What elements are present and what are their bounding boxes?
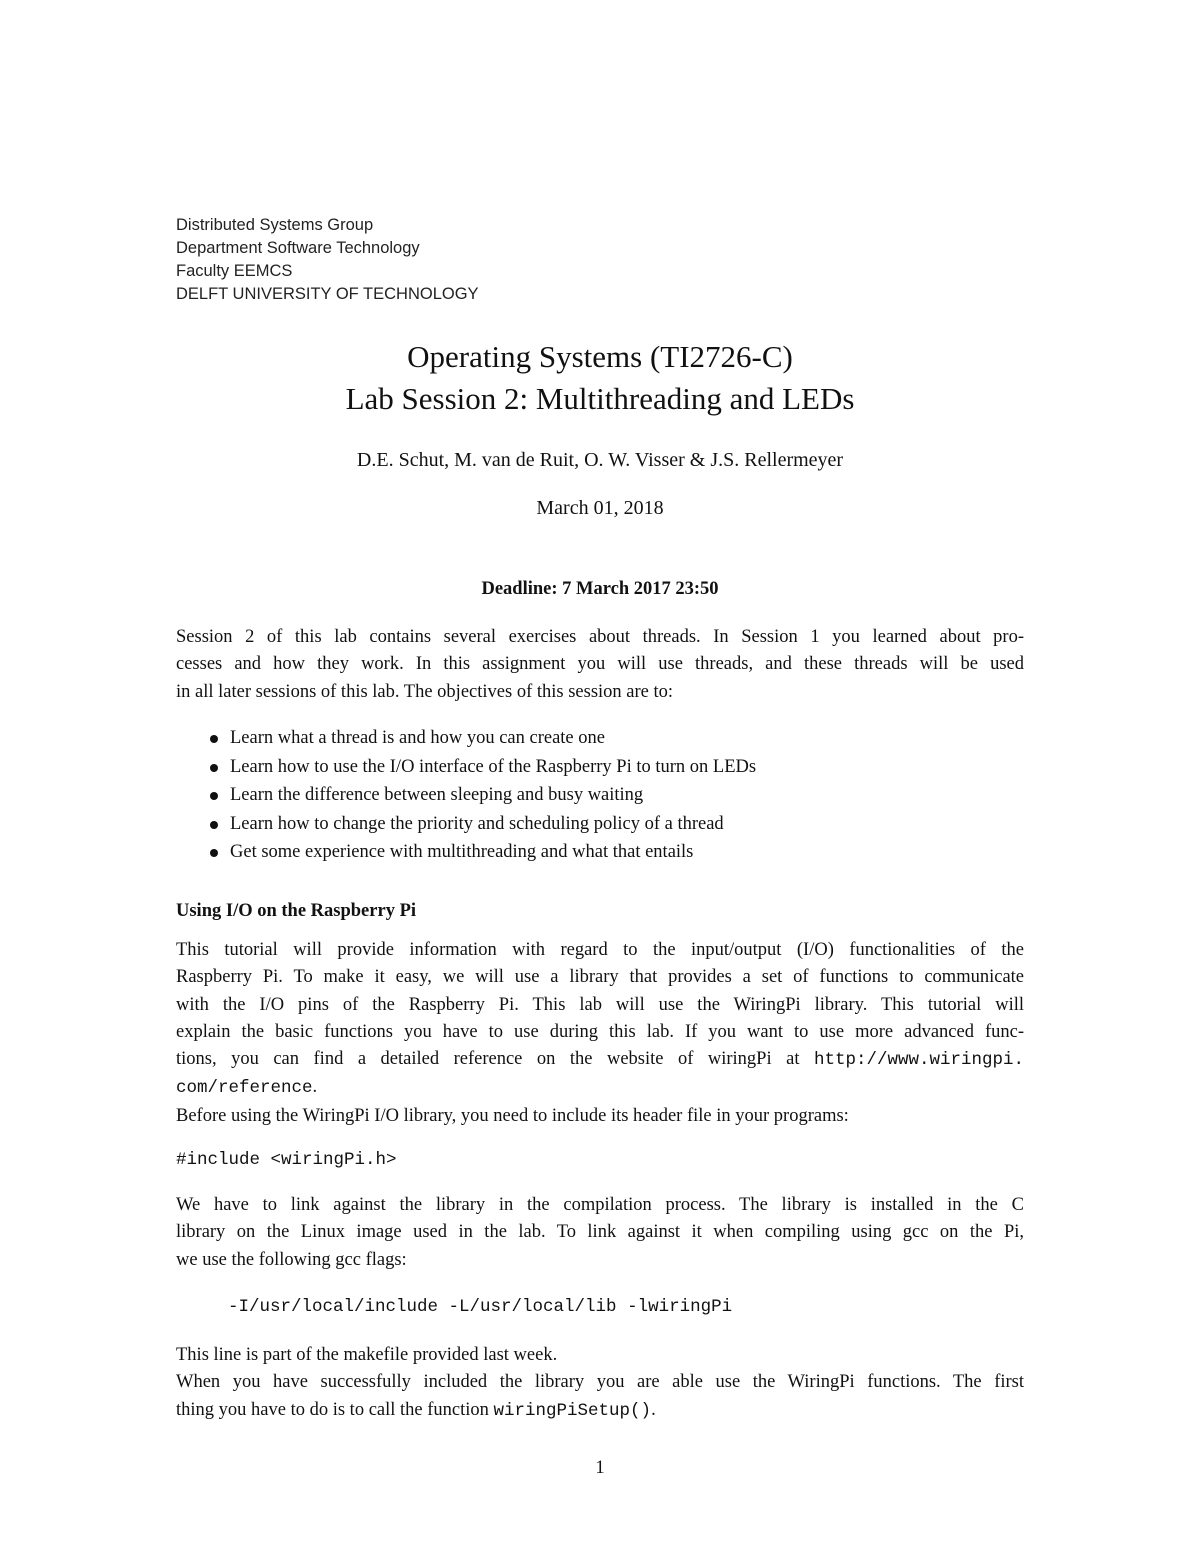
section-paragraph-2 bbox=[176, 1192, 1024, 1274]
paragraph-line: explain the basic functions you have to use during this lab. If you want to use more advanced func- bbox=[176, 1021, 1024, 1042]
section-paragraph-3 bbox=[176, 1342, 1024, 1425]
objectives-list bbox=[210, 724, 756, 867]
intro-line: Session 2 of this lab contains several exercises about threads. In Session 1 you learned about pro- bbox=[176, 627, 1024, 647]
paragraph-line: Before using the WiringPi I/O library, you need to include its header file in your programs: bbox=[176, 1105, 849, 1126]
section-paragraph-1 bbox=[176, 937, 1024, 1130]
affiliation-block bbox=[176, 214, 479, 306]
list-item: Learn how to change the priority and scheduling policy of a thread bbox=[210, 810, 756, 839]
paragraph-line bbox=[176, 1074, 1024, 1102]
affiliation-department: Department Software Technology bbox=[176, 239, 420, 257]
code-include: #include <wiringPi.h> bbox=[176, 1150, 397, 1170]
document-date: March 01, 2018 bbox=[536, 497, 664, 519]
page-number: 1 bbox=[595, 1458, 605, 1478]
reference-link[interactable]: http://www.wiringpi. bbox=[813, 1050, 1024, 1071]
paragraph-line: When you have successfully included the library you are able use the WiringPi functions. The first bbox=[176, 1372, 1024, 1393]
section-heading: Using I/O on the Raspberry Pi bbox=[176, 901, 417, 921]
paragraph-line: We have to link against the library in the compilation process. The library is installed in the C bbox=[176, 1195, 1024, 1215]
paragraph-line: with the I/O pins of the Raspberry Pi. This lab will use the WiringPi library. This tutorial will bbox=[176, 994, 1024, 1015]
code-gcc-flags: -I/usr/local/include -L/usr/local/lib -lwiringPi bbox=[228, 1297, 733, 1317]
paragraph-text: thing you have to do is to call the function bbox=[176, 1399, 494, 1420]
paragraph-line bbox=[176, 1397, 1024, 1425]
list-item: Learn what a thread is and how you can create one bbox=[210, 724, 756, 753]
authors: D.E. Schut, M. van de Ruit, O. W. Visser & J.S. Rellermeyer bbox=[356, 449, 844, 471]
paragraph-text: . bbox=[651, 1399, 656, 1420]
document-subtitle: Lab Session 2: Multithreading and LEDs bbox=[345, 381, 855, 416]
document-title: Operating Systems (TI2726-C) bbox=[407, 339, 793, 374]
paragraph-text: tions, you can find a detailed reference on the website of wiringPi at bbox=[176, 1049, 814, 1070]
deadline: Deadline: 7 March 2017 23:50 bbox=[481, 579, 719, 599]
reference-link-continued[interactable]: com/reference bbox=[176, 1078, 313, 1099]
affiliation-university: DELFT UNIVERSITY OF TECHNOLOGY bbox=[176, 285, 479, 303]
intro-paragraph bbox=[176, 624, 1024, 706]
paragraph-text: . bbox=[312, 1077, 318, 1098]
intro-line: cesses and how they work. In this assignment you will use threads, and these threads will be used bbox=[176, 654, 1024, 675]
paragraph-line bbox=[176, 1046, 1024, 1074]
list-item: Get some experience with multithreading and what that entails bbox=[210, 838, 756, 867]
paragraph-line: Raspberry Pi. To make it easy, we will use a library that provides a set of functions to communicate bbox=[176, 967, 1024, 988]
list-item: Learn how to use the I/O interface of the Raspberry Pi to turn on LEDs bbox=[210, 753, 756, 782]
paragraph-line: library on the Linux image used in the lab. To link against it when compiling using gcc on the Pi, bbox=[176, 1222, 1024, 1243]
affiliation-group: Distributed Systems Group bbox=[176, 216, 374, 234]
inline-code-function: wiringPiSetup() bbox=[493, 1400, 652, 1421]
list-item: Learn the difference between sleeping and busy waiting bbox=[210, 781, 756, 810]
affiliation-faculty: Faculty EEMCS bbox=[176, 262, 293, 280]
paragraph-line: This tutorial will provide information with regard to the input/output (I/O) functionalities of the bbox=[176, 940, 1024, 960]
paragraph-line: This line is part of the makefile provided last week. bbox=[176, 1345, 558, 1365]
paragraph-line: we use the following gcc flags: bbox=[176, 1249, 407, 1270]
intro-line: in all later sessions of this lab. The objectives of this session are to: bbox=[176, 681, 674, 702]
